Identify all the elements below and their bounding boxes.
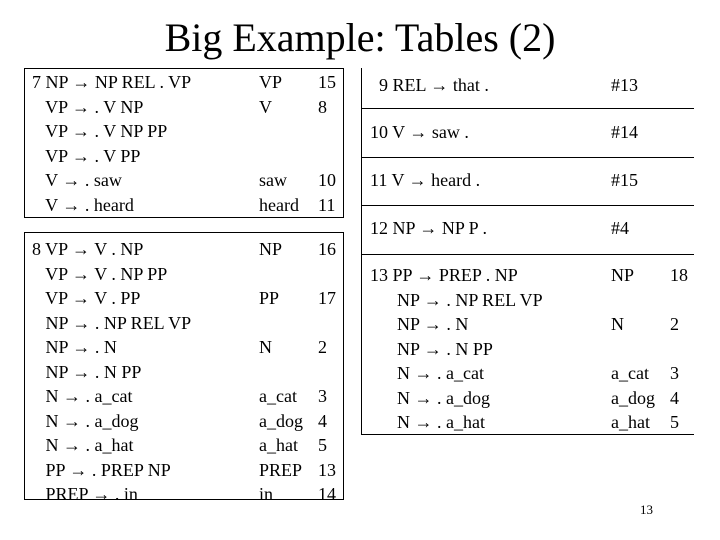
rule-line: NP → . N PP xyxy=(32,361,142,382)
goto-symbol: a_dog xyxy=(611,387,655,408)
rule-line: 9 REL → that . xyxy=(370,75,489,95)
right-panel-frame xyxy=(361,68,362,434)
rule-line: 12 NP → NP P . xyxy=(370,218,488,238)
goto-state: 4 xyxy=(670,387,679,408)
rule-line: N → . a_cat xyxy=(370,363,484,383)
goto-symbol: N xyxy=(611,314,624,334)
goto-symbol: NP xyxy=(259,239,283,259)
goto-state: 4 xyxy=(318,410,327,431)
goto-state: 14 xyxy=(318,484,336,504)
right-panel-separator xyxy=(361,254,694,255)
goto-state: 11 xyxy=(318,194,336,215)
rule-line: N → . a_dog xyxy=(370,387,490,408)
goto-state: 18 xyxy=(670,265,688,285)
rule-line: VP → V . PP xyxy=(32,288,141,308)
goto-state: 5 xyxy=(670,412,679,432)
right-panel-separator xyxy=(361,157,694,158)
goto-symbol: PREP xyxy=(259,459,303,480)
rule-line: NP → . N xyxy=(32,337,117,357)
rule-line: 8 VP → V . NP xyxy=(32,239,144,259)
goto-symbol: a_cat xyxy=(259,386,297,406)
goto-state: #15 xyxy=(611,170,638,190)
rule-line: VP → . V NP xyxy=(32,96,144,117)
rule-line: N → . a_hat xyxy=(370,412,485,432)
goto-symbol: a_dog xyxy=(259,410,303,431)
goto-symbol: V xyxy=(259,96,272,117)
goto-state: 15 xyxy=(318,72,336,92)
goto-state: 2 xyxy=(318,337,327,357)
rule-line: VP → . V PP xyxy=(32,145,141,166)
rule-line: 13 PP → PREP . NP xyxy=(370,265,518,285)
goto-symbol: N xyxy=(259,337,272,357)
rule-line: NP → . N PP xyxy=(370,338,493,359)
goto-state: 5 xyxy=(318,435,327,455)
rule-line: NP → . NP REL VP xyxy=(370,289,543,310)
goto-symbol: a_cat xyxy=(611,363,649,383)
goto-symbol: NP xyxy=(611,265,635,285)
goto-state: #13 xyxy=(611,75,638,95)
right-panel-separator xyxy=(361,205,694,206)
rule-line: N → . a_dog xyxy=(32,410,139,431)
rule-line: PP → . PREP NP xyxy=(32,459,171,480)
goto-symbol: a_hat xyxy=(259,435,298,455)
rule-line: N → . a_cat xyxy=(32,386,133,406)
goto-symbol: heard xyxy=(259,194,299,215)
goto-symbol: a_hat xyxy=(611,412,650,432)
right-panel-separator xyxy=(361,108,694,109)
rule-line: N → . a_hat xyxy=(32,435,134,455)
goto-state: 2 xyxy=(670,314,679,334)
rule-line: VP → V . NP PP xyxy=(32,263,168,284)
rule-line: NP → . NP REL VP xyxy=(32,312,192,333)
goto-state: 17 xyxy=(318,288,336,308)
goto-symbol: PP xyxy=(259,288,280,308)
goto-state: 10 xyxy=(318,170,336,190)
rule-line: V → . heard xyxy=(32,194,134,215)
rule-line: VP → . V NP PP xyxy=(32,121,168,141)
goto-state: 3 xyxy=(318,386,327,406)
goto-symbol: VP xyxy=(259,72,283,92)
goto-state: 3 xyxy=(670,363,679,383)
goto-symbol: saw xyxy=(259,170,287,190)
rule-line: 10 V → saw . xyxy=(370,122,469,142)
slide-title: Big Example: Tables (2) xyxy=(164,15,556,60)
goto-symbol: in xyxy=(259,484,274,504)
goto-state: #14 xyxy=(611,122,638,142)
rule-line: 11 V → heard . xyxy=(370,170,481,190)
goto-state: 8 xyxy=(318,96,327,117)
page-number: 13 xyxy=(640,502,653,517)
goto-state: 13 xyxy=(318,459,336,480)
goto-state: #4 xyxy=(611,218,629,238)
goto-state: 16 xyxy=(318,239,336,259)
rule-line: 7 NP → NP REL . VP xyxy=(32,72,192,92)
rule-line: PREP → . in xyxy=(32,484,138,504)
rule-line: V → . saw xyxy=(32,170,122,190)
rule-line: NP → . N xyxy=(370,314,469,334)
